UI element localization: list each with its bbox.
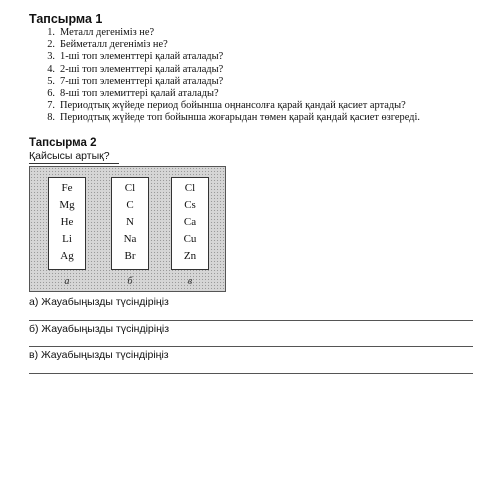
- element-symbol: Na: [123, 233, 137, 245]
- element-symbol: Ca: [183, 216, 197, 228]
- element-box-c: [171, 177, 209, 270]
- question-underline: [29, 163, 119, 164]
- element-symbol: Br: [124, 250, 136, 262]
- element-symbol: Zn: [183, 250, 197, 262]
- question-number: 1.: [47, 27, 55, 38]
- question-text: Периодтық жүйеде период бойынша оңнансолға қарай қандай қасиет артады?: [60, 100, 406, 112]
- answer-line-c[interactable]: [29, 373, 473, 374]
- question-item: [29, 88, 420, 100]
- question-item: [29, 100, 420, 112]
- question-number: 5.: [47, 75, 55, 87]
- element-symbol: Cl: [184, 182, 196, 194]
- question-number: 3.: [47, 51, 55, 63]
- question-text: 7-ші топ элементтері қалай аталады?: [60, 75, 224, 87]
- question-text: 2-ші топ элементтері қалай аталады?: [60, 63, 224, 75]
- element-symbol: Cl: [124, 182, 136, 194]
- question-number: 4.: [47, 63, 55, 75]
- answer-prompt-c: в) Жауабыңызды түсіндіріңіз: [29, 349, 169, 361]
- box-label-a: а: [64, 276, 70, 287]
- question-item: [29, 39, 420, 51]
- element-box-a: [48, 177, 86, 270]
- answer-prompt-a: а) Жауабыңызды түсіндіріңіз: [29, 296, 169, 308]
- question-text: Периодтық жүйеде топ бойынша жоғарыдан төмен қарай қандай қасиет өзгереді.: [60, 112, 420, 124]
- question-number: 2.: [47, 39, 55, 51]
- question-number: 8.: [47, 112, 55, 124]
- element-symbol: N: [126, 216, 134, 228]
- task1-title: Тапсырма 1: [29, 12, 103, 26]
- box-label-c: в: [187, 276, 193, 287]
- question-number: 7.: [47, 100, 55, 112]
- question-text: 8-ші топ элемиттері қалай аталады?: [60, 88, 219, 100]
- question-text: Бейметалл дегеніміз не?: [60, 39, 168, 51]
- question-text: 1-ші топ элементтері қалай аталады?: [60, 51, 224, 63]
- question-item: [29, 76, 420, 88]
- element-symbol: Cs: [184, 199, 196, 211]
- question-item: [29, 64, 420, 76]
- task2-question: Қайсысы артық?: [29, 150, 110, 162]
- question-item: [29, 112, 420, 124]
- question-item: [29, 51, 420, 63]
- task1-question-list: [29, 27, 420, 125]
- element-symbol: He: [60, 216, 74, 228]
- element-symbol: Mg: [59, 199, 75, 211]
- box-label-b: б: [127, 276, 133, 287]
- answer-line-b[interactable]: [29, 346, 473, 347]
- element-symbol: Li: [62, 233, 72, 245]
- element-symbol: C: [126, 199, 134, 211]
- question-item: [29, 27, 420, 39]
- element-symbol: Ag: [60, 250, 74, 262]
- element-box-b: [111, 177, 149, 270]
- answer-prompt-b: б) Жауабыңызды түсіндіріңіз: [29, 323, 170, 335]
- element-symbol: Cu: [183, 233, 197, 245]
- question-number: 6.: [47, 88, 55, 100]
- question-text: Металл дегеніміз не?: [60, 27, 155, 38]
- element-symbol: Fe: [61, 182, 73, 194]
- task2-title: Тапсырма 2: [29, 137, 97, 149]
- answer-line-a[interactable]: [29, 320, 473, 321]
